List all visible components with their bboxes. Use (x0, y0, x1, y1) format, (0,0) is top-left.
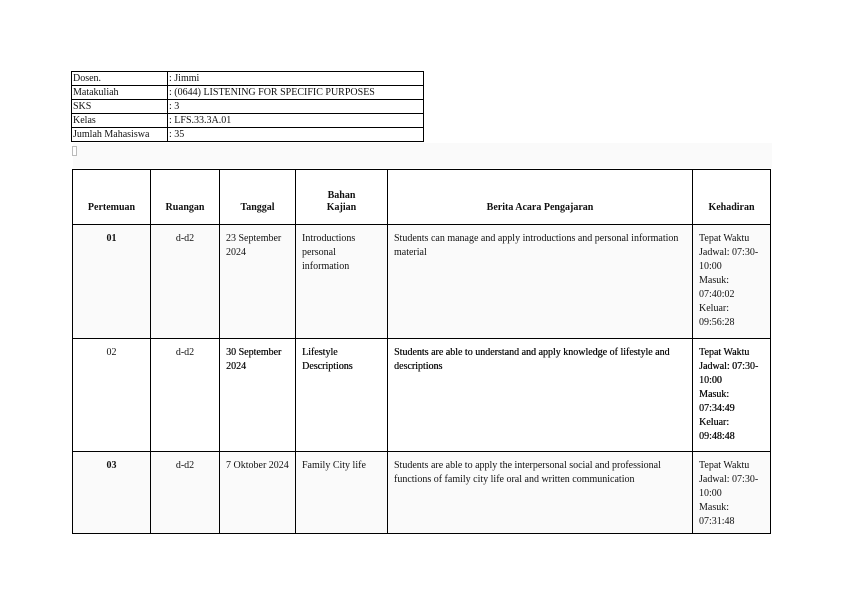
info-value: : LFS.33.3A.01 (168, 114, 424, 128)
header-bahan-line2: Kajian (326, 202, 357, 213)
table-row (73, 452, 771, 534)
attendance-masuk: Masuk: 07:34:49 (699, 389, 735, 414)
cell-tanggal: 30 September 2024 (220, 339, 296, 452)
info-label: Matakuliah (72, 86, 168, 100)
attendance-status: Tepat Waktu (699, 460, 750, 471)
info-value: : 3 (168, 100, 424, 114)
header-tanggal: Tanggal (220, 170, 296, 225)
info-row-matakuliah (72, 86, 424, 100)
header-pertemuan: Pertemuan (73, 170, 151, 225)
attendance-masuk: Masuk: 07:31:48 (699, 502, 735, 527)
info-value: : (0644) LISTENING FOR SPECIFIC PURPOSES (168, 86, 424, 100)
info-row-kelas (72, 114, 424, 128)
cell-ruangan: d-d2 (151, 339, 220, 452)
attendance-jadwal: Jadwal: 07:30-10:00 (699, 247, 759, 272)
header-ruangan: Ruangan (151, 170, 220, 225)
attendance-status: Tepat Waktu (699, 233, 750, 244)
spacer-band (73, 143, 772, 168)
cell-kehadiran (693, 225, 771, 339)
header-bahan-line1: Bahan (327, 190, 356, 201)
cell-berita: Students are able to understand and apply knowledge of lifestyle and descriptions (388, 339, 693, 452)
header-kehadiran: Kehadiran (693, 170, 771, 225)
info-label: Jumlah Mahasiswa (72, 128, 168, 142)
info-row-dosen (72, 72, 424, 86)
header-berita-acara: Berita Acara Pengajaran (388, 170, 693, 225)
cell-bahan: Introductions personal information (296, 225, 388, 339)
info-label: Kelas (72, 114, 168, 128)
table-row (73, 339, 771, 452)
attendance-keluar: Keluar: 09:48:48 (699, 417, 735, 442)
attendance-masuk: Masuk: 07:40:02 (699, 275, 735, 300)
paragraph-marker-icon (72, 146, 77, 156)
attendance-status: Tepat Waktu (699, 347, 750, 358)
info-label: Dosen. (72, 72, 168, 86)
table-row (73, 225, 771, 339)
info-row-sks (72, 100, 424, 114)
info-value: : 35 (168, 128, 424, 142)
attendance-jadwal: Jadwal: 07:30-10:00 (699, 474, 759, 499)
table-header-row (73, 170, 771, 225)
cell-kehadiran (693, 452, 771, 534)
cell-tanggal: 7 Oktober 2024 (220, 452, 296, 534)
info-label: SKS (72, 100, 168, 114)
course-info-table (71, 71, 424, 142)
attendance-keluar: Keluar: 09:56:28 (699, 303, 735, 328)
cell-kehadiran (693, 339, 771, 452)
cell-pertemuan: 02 (73, 339, 151, 452)
header-bahan-kajian (296, 170, 388, 225)
cell-pertemuan: 03 (73, 452, 151, 534)
cell-bahan: Lifestyle Descriptions (296, 339, 388, 452)
cell-ruangan: d-d2 (151, 225, 220, 339)
info-value: : Jimmi (168, 72, 424, 86)
cell-tanggal: 23 September 2024 (220, 225, 296, 339)
attendance-jadwal: Jadwal: 07:30-10:00 (699, 361, 759, 386)
cell-berita: Students can manage and apply introductions and personal information material (388, 225, 693, 339)
attendance-table (72, 169, 771, 534)
info-row-jumlah-mahasiswa (72, 128, 424, 142)
cell-bahan: Family City life (296, 452, 388, 534)
cell-ruangan: d-d2 (151, 452, 220, 534)
cell-berita: Students are able to apply the interpersonal social and professional functions of family city life oral and written communication (388, 452, 693, 534)
cell-pertemuan: 01 (73, 225, 151, 339)
